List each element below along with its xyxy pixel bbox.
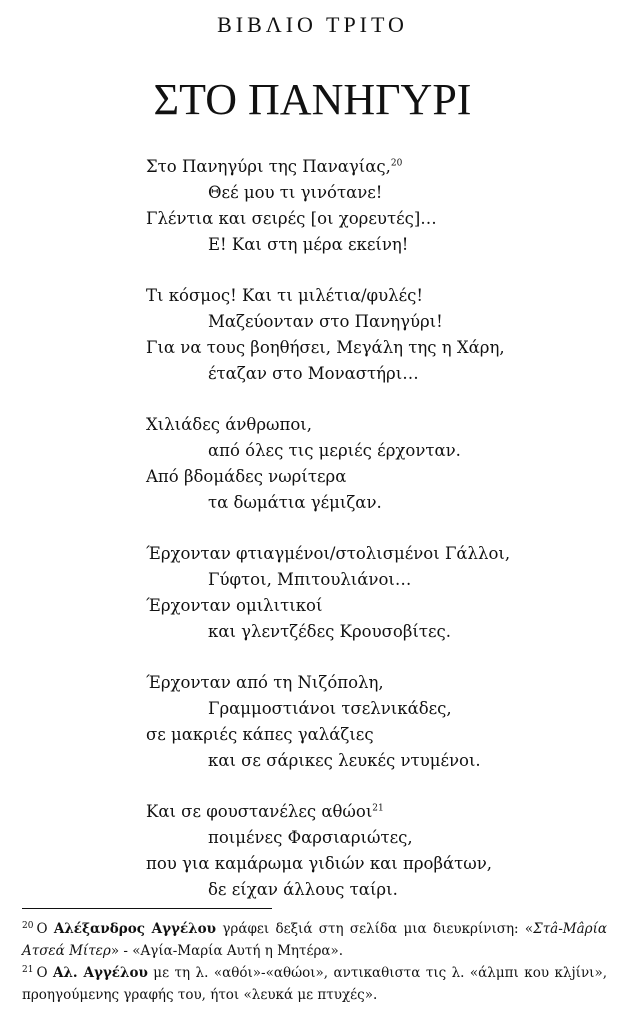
poem-line: Στο Πανηγύρι της Παναγίας,$^{20}$	[146, 157, 403, 176]
poem-title: ΣΤΟ ΠΑΝΗΓΥΡΙ	[153, 75, 472, 124]
footnote-divider	[22, 908, 272, 909]
author-name: Αλέξανδρος Αγγέλου	[53, 921, 217, 937]
footnote-21: $^{21}$ Ο Αλ. Αγγέλου με τη λ. «αθόι»-«αθώοι», αντικαθιστα τις λ. «άλμπι κου κλjίνι», προηγούμενης γραφής του, ήτοι «λευκά με πτυχές».	[22, 964, 608, 1003]
footnote-number: 21	[22, 964, 34, 975]
stanza-2	[146, 283, 606, 387]
footnote-20: $^{20}$ Ο Αλέξανδρος Αγγέλου γράφει δεξιά στη σελίδα μια διευκρίνιση: «Στâ-Mâρία Ατσεά Μίτερ» - «Αγία-Μαρία Αυτή η Μητέρα».	[22, 920, 608, 959]
poem-line: Γλέντια και σειρές [οι χορευτές]…	[146, 209, 437, 228]
poem-line: ποιμένες Φαρσιαριώτες,	[208, 828, 413, 847]
poem-line: Έρχονταν φτιαγμένοι/στολισμένοι Γάλλοι,	[146, 544, 511, 563]
poem-line: έταζαν στο Μοναστήρι…	[208, 364, 419, 383]
poem-line: Μαζεύονταν στο Πανηγύρι!	[208, 312, 443, 331]
poem-line: Ε! Και στη μέρα εκείνη!	[208, 235, 409, 254]
footnote-ref-21[interactable]: 21	[372, 803, 384, 814]
author-name: Αλ. Αγγέλου	[52, 965, 148, 981]
footnotes	[22, 918, 607, 1006]
poem-line: Γραμμοστιάνοι τσελνικάδες,	[208, 699, 452, 718]
aromanian-phrase: Στâ-Mâρία Ατσεά Μίτερ	[22, 921, 608, 959]
poem-line: Και σε φουστανέλες αθώοι$^{21}$	[146, 802, 384, 821]
stanza-5	[146, 670, 606, 774]
poem-line: Τι κόσμος! Και τι μιλέτια/φυλές!	[146, 286, 423, 305]
stanza-4	[146, 541, 606, 645]
poem-line: Θεέ μου τι γινότανε!	[208, 183, 383, 202]
footnote-ref-20[interactable]: 20	[390, 158, 403, 169]
poem-line: δε είχαν άλλους ταίρι.	[208, 880, 398, 899]
poem-line: από όλες τις μεριές έρχονταν.	[208, 441, 461, 460]
poem-line: Χιλιάδες άνθρωποι,	[146, 415, 313, 434]
poem-line: που για καμάρωμα γιδιών και προβάτων,	[146, 854, 493, 873]
poem-line: Για να τους βοηθήσει, Μεγάλη της η Χάρη,	[146, 338, 505, 357]
poem-body	[146, 154, 606, 928]
poem-line: τα δωμάτια γέμιζαν.	[208, 493, 382, 512]
book-header: ΒΙΒΛΙΟ ΤΡΙΤΟ	[217, 12, 408, 37]
stanza-1	[146, 154, 606, 258]
poem-line: σε μακριές κάπες γαλάζιες	[146, 725, 374, 744]
poem-line: και σε σάρικες λευκές ντυμένοι.	[208, 751, 481, 770]
poem-line: Από βδομάδες νωρίτερα	[146, 467, 347, 486]
stanza-3	[146, 412, 606, 516]
stanza-6	[146, 799, 606, 903]
poem-line: Γύφτοι, Μπιτουλιάνοι…	[208, 570, 412, 589]
footnote-number: 20	[22, 920, 34, 931]
poem-line: Έρχονταν ομιλιτικοί	[146, 596, 323, 615]
poem-line: Έρχονταν από τη Νιζόπολη,	[146, 673, 384, 692]
poem-line: και γλεντζέδες Κρουσοβίτες.	[208, 622, 452, 641]
